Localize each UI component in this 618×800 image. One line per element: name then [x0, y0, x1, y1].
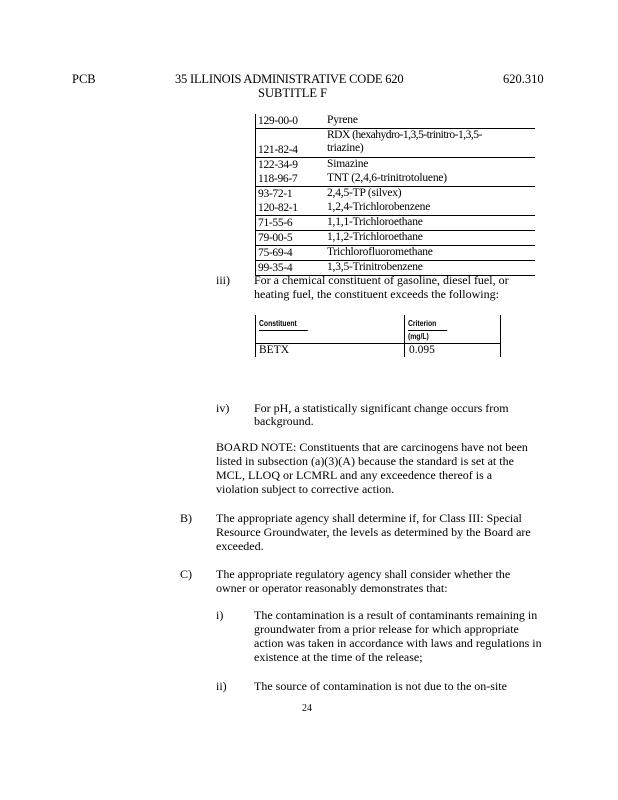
item-iv-line-1: For pH, a statistically significant change occurs from [254, 401, 509, 415]
item-iii-label: iii) [216, 273, 230, 287]
item-iii-line-2: heating fuel, the constituent exceeds the following: [254, 287, 499, 301]
table-row [255, 201, 535, 216]
col-criterion-unit: (mg/L) [408, 330, 440, 344]
table-row [255, 246, 535, 261]
board-note-line-2: listed in subsection (a)(3)(A) because the standard is set at the [216, 454, 514, 468]
constituent-name: 1,2,4-Trichlorobenzene [327, 201, 431, 213]
board-note-line-4: violation subject to corrective action. [216, 482, 395, 496]
cas-number: 99-35-4 [258, 262, 293, 274]
criterion-value: 0.095 [409, 344, 435, 356]
header-left: PCB [72, 72, 96, 86]
cas-number: 121-82-4 [258, 144, 298, 156]
table-row [255, 231, 535, 246]
col-constituent-header: Constituent [259, 317, 308, 331]
constituent-name: 2,4,5-TP (silvex) [327, 187, 402, 199]
constituent-name: 1,1,2-Trichloroethane [327, 231, 423, 243]
item-b-line-2: Resource Groundwater, the levels as determined by the Board are [216, 525, 531, 539]
item-iii-line-1: For a chemical constituent of gasoline, diesel fuel, or [254, 273, 509, 287]
item-ci-line-1: The contamination is a result of contaminants remaining in [254, 608, 538, 622]
table-row [255, 187, 535, 201]
table-border-left [255, 315, 256, 357]
table-row [255, 172, 535, 187]
constituent-table [255, 114, 535, 276]
item-b-label: B) [180, 511, 192, 525]
table-border-mid [404, 315, 405, 357]
header-center: 35 ILLINOIS ADMINISTRATIVE CODE 620 [175, 72, 404, 86]
item-c-line-2: owner or operator reasonably demonstrates that: [216, 581, 448, 595]
item-b-line-1: The appropriate agency shall determine if, for Class III: Special [216, 511, 522, 525]
board-note-line-3: MCL, LLOQ or LCMRL and any exceedence thereof is a [216, 468, 493, 482]
header-subtitle: SUBTITLE F [258, 86, 328, 100]
item-b-line-3: exceeded. [216, 539, 264, 553]
cas-number: 71-55-6 [258, 217, 293, 229]
cas-number: 93-72-1 [258, 188, 293, 200]
constituent-name: Pyrene [327, 114, 358, 126]
item-c-label: C) [180, 567, 192, 581]
item-cii-label: ii) [216, 679, 227, 693]
cas-number: 79-00-5 [258, 232, 293, 244]
cas-number: 118-96-7 [258, 173, 298, 185]
item-ci-line-2: groundwater from a prior release for which appropriate [254, 622, 519, 636]
table-row [255, 158, 535, 172]
cas-number: 75-69-4 [258, 247, 293, 259]
constituent-name: TNT (2,4,6-trinitrotoluene) [327, 172, 447, 184]
table-row [255, 114, 535, 129]
item-c-line-1: The appropriate regulatory agency shall consider whether the [216, 567, 511, 581]
item-cii-line-1: The source of contamination is not due to the on-site [254, 679, 507, 693]
page-number: 24 [302, 703, 312, 714]
constituent-name: RDX (hexahydro-1,3,5-trinitro-1,3,5- [327, 129, 482, 141]
item-ci-label: i) [216, 608, 224, 622]
col-criterion-header: Criterion [408, 317, 448, 331]
table-border-right [500, 315, 501, 357]
cas-number: 122-34-9 [258, 159, 298, 171]
table-row [255, 129, 535, 158]
table-header-rule [255, 343, 500, 344]
board-note-line-1: BOARD NOTE: Constituents that are carcinogens have not been [216, 440, 528, 454]
constituent-value: BETX [259, 344, 290, 356]
header-right: 620.310 [503, 72, 544, 86]
item-iv-label: iv) [216, 401, 230, 415]
constituent-name: Trichlorofluoromethane [327, 246, 433, 258]
item-ci-line-3: action was taken in accordance with laws and regulations in [254, 636, 542, 650]
constituent-name: Simazine [327, 158, 369, 170]
cas-number: 129-00-0 [258, 115, 298, 127]
constituent-name: 1,1,1-Trichloroethane [327, 216, 423, 228]
criterion-table [255, 315, 500, 357]
constituent-name: 1,3,5-Trinitrobenzene [327, 261, 423, 273]
constituent-name-cont: triazine) [327, 142, 364, 154]
table-row [255, 216, 535, 231]
cas-number: 120-82-1 [258, 202, 298, 214]
item-ci-line-4: existence at the time of the release; [254, 650, 423, 664]
item-iv-line-2: background. [254, 414, 314, 428]
